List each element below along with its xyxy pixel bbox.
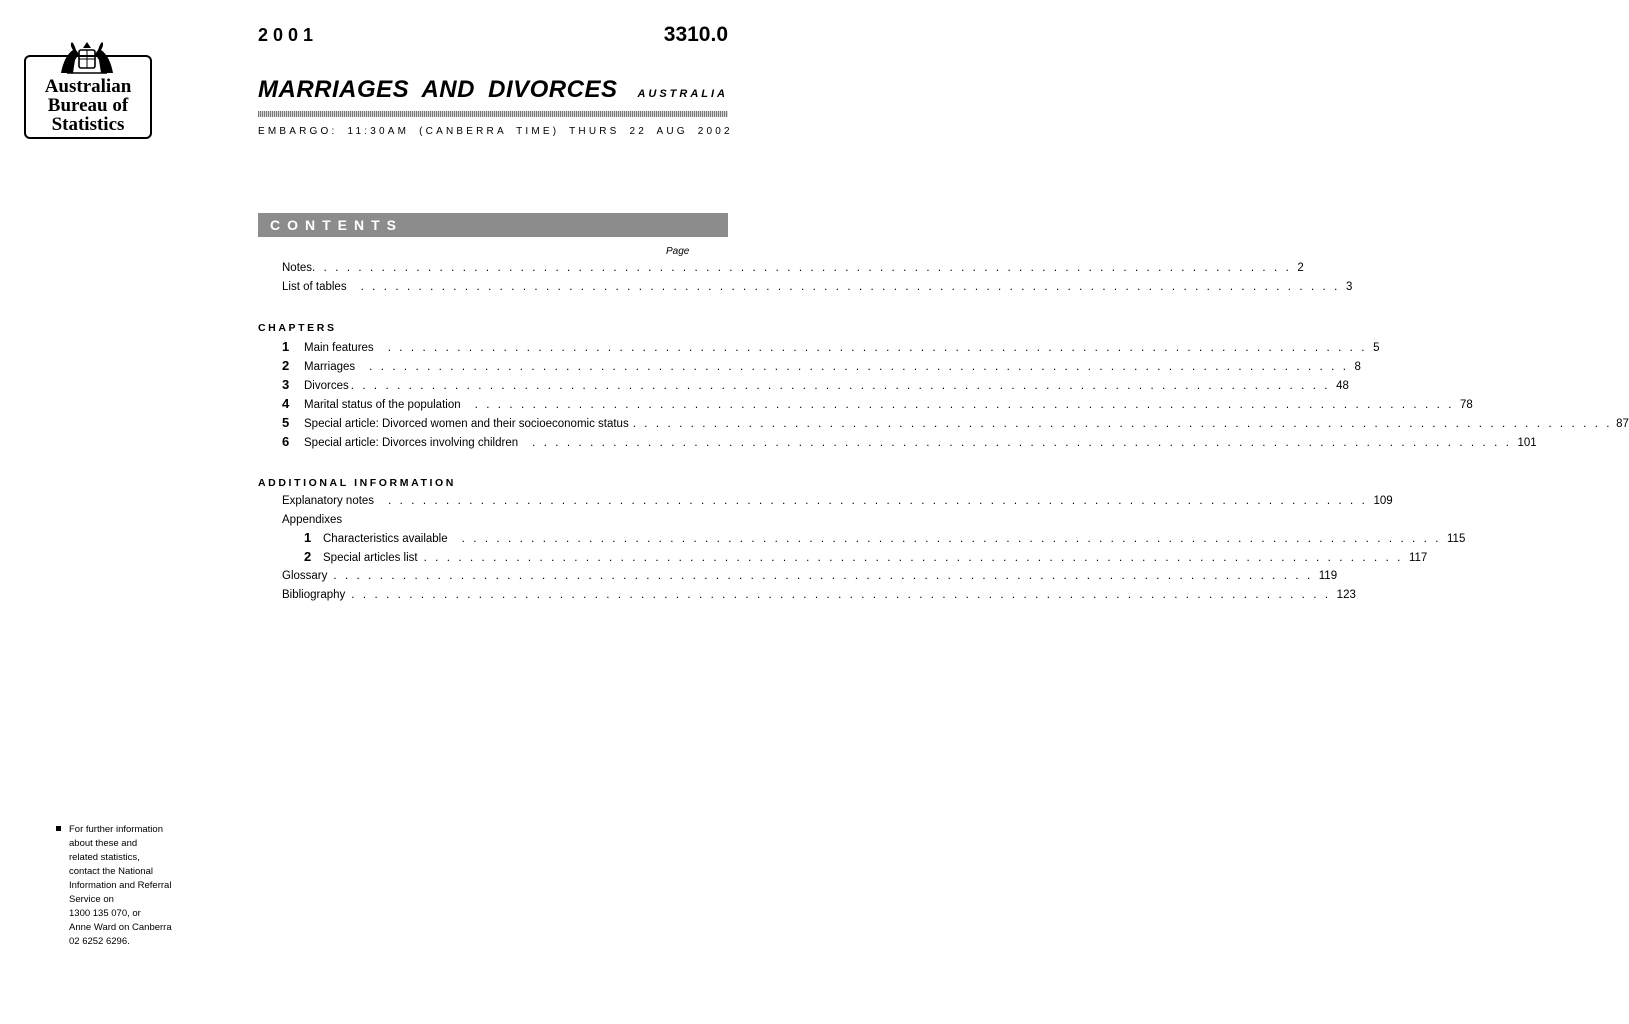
toc-entry[interactable]	[282, 434, 1537, 450]
leader-dots: . . . . . . . . . . . . . . . . . . . . . . . . . . . . . . . . . . . . . . . . . . . . . . . . . . . . . . . . . . . . . . . . . . . . . . . . . . . . . . . . . . . . .	[333, 570, 1313, 582]
chapter-number: 1	[282, 339, 290, 354]
note-line: Service on	[69, 894, 114, 905]
hatch-divider	[258, 111, 728, 117]
logo-line: Statistics	[51, 114, 125, 135]
toc-entry[interactable]	[282, 415, 1629, 431]
toc-page: 87	[1616, 418, 1629, 430]
toc-label: List of tables	[282, 281, 347, 293]
toc-page: 101	[1517, 437, 1537, 449]
toc-label: Main features	[304, 342, 374, 354]
chapters-heading: CHAPTERS	[258, 322, 337, 334]
contents-heading-bar	[258, 213, 728, 237]
toc-entry[interactable]	[282, 358, 1361, 374]
region-label: AUSTRALIA	[637, 88, 728, 100]
leader-dots: . . . . . . . . . . . . . . . . . . . . . . . . . . . . . . . . . . . . . . . . . . . . . . . . . . . . . . . . . . . . . . . . . . . . . . . . . . . . . . . . . . . . .	[387, 342, 1368, 354]
toc-label: Special article: Divorced women and their socioeconomic status	[304, 418, 629, 430]
toc-label: Special articles list	[323, 552, 418, 564]
leader-dots: . . . . . . . . . . . . . . . . . . . . . . . . . . . . . . . . . . . . . . . . . . . . . . . . . . . . . . . . . . . . . . . . . . . . . . . . . . . . . . . . . . . . .	[423, 552, 1403, 564]
toc-page: 8	[1354, 361, 1361, 373]
toc-label: Divorces	[304, 380, 349, 392]
toc-page: 109	[1373, 495, 1393, 507]
leader-dots: . . . . . . . . . . . . . . . . . . . . . . . . . . . . . . . . . . . . . . . . . . . . . . . . . . . . . . . . . . . . . . . . . . . . . . . . . . . . . . . . . . . . .	[369, 361, 1349, 373]
leader-dots: . . . . . . . . . . . . . . . . . . . . . . . . . . . . . . . . . . . . . . . . . . . . . . . . . . . . . . . . . . . . . . . . . . . . . . . . . . . . . . . . . . . . .	[312, 262, 1292, 274]
toc-label: Glossary	[282, 570, 328, 582]
note-line: For further information	[69, 824, 163, 835]
toc-label: Marital status of the population	[304, 399, 461, 411]
toc-page: 2	[1297, 262, 1304, 274]
toc-page: 5	[1373, 342, 1380, 354]
toc-label: Marriages	[304, 361, 356, 373]
toc-label: Notes	[282, 262, 313, 274]
leader-dots: . . . . . . . . . . . . . . . . . . . . . . . . . . . . . . . . . . . . . . . . . . . . . . . . . . . . . . . . . . . . . . . . . . . . . . . . . . . . . . . . . . . . .	[474, 399, 1454, 411]
abs-logo	[24, 55, 152, 139]
logo-line: Australian	[44, 76, 132, 97]
toc-entry[interactable]	[282, 396, 1473, 412]
toc-label: Explanatory notes	[282, 495, 375, 507]
toc-page: 117	[1408, 552, 1428, 564]
leader-dots: . . . . . . . . . . . . . . . . . . . . . . . . . . . . . . . . . . . . . . . . . . . . . . . . . . . . . . . . . . . . . . . . . . . . . . . . . . . . . . . . . . . . .	[350, 380, 1331, 392]
toc-label: Special article: Divorces involving children	[304, 437, 519, 449]
note-line: 02 6252 6296.	[69, 936, 130, 947]
additional-info-heading: ADDITIONAL INFORMATION	[258, 477, 456, 489]
toc-label: Bibliography	[282, 589, 346, 601]
toc-entry[interactable]	[282, 279, 1353, 295]
toc-label: Appendixes	[282, 514, 343, 526]
appendix-number: 1	[304, 530, 312, 545]
leader-dots: . . . . . . . . . . . . . . . . . . . . . . . . . . . . . . . . . . . . . . . . . . . . . . . . . . . . . . . . . . . . . . . . . . . . . . . . . . . . . . . . . . . . .	[532, 437, 1512, 449]
further-info-note	[69, 823, 199, 949]
toc-entry[interactable]	[304, 549, 1428, 565]
leader-dots: . . . . . . . . . . . . . . . . . . . . . . . . . . . . . . . . . . . . . . . . . . . . . . . . . . . . . . . . . . . . . . . . . . . . . . . . . . . . . . . . . . . . .	[461, 533, 1442, 545]
note-line: Information and Referral	[69, 880, 172, 891]
chapter-number: 3	[282, 377, 290, 392]
toc-entry[interactable]	[282, 377, 1349, 393]
contents-heading: CONTENTS	[270, 217, 403, 233]
toc-label: Characteristics available	[323, 533, 448, 545]
catalogue-number: 3310.0	[663, 23, 728, 46]
chapter-number: 6	[282, 434, 290, 449]
leader-dots: . . . . . . . . . . . . . . . . . . . . . . . . . . . . . . . . . . . . . . . . . . . . . . . . . . . . . . . . . . . . . . . . . . . . . . . . . . . . . . . . . . . . .	[632, 418, 1613, 430]
note-line: about these and	[69, 838, 138, 849]
embargo-line: EMBARGO: 11:30AM (CANBERRA TIME) THURS 22 AUG 2002	[258, 126, 733, 137]
leader-dots: . . . . . . . . . . . . . . . . . . . . . . . . . . . . . . . . . . . . . . . . . . . . . . . . . . . . . . . . . . . . . . . . . . . . . . . . . . . . . . . . . . . . .	[388, 495, 1368, 507]
toc-entry[interactable]	[282, 339, 1380, 355]
page-title: MARRIAGES AND DIVORCES	[258, 76, 618, 103]
chapter-number: 5	[282, 415, 290, 430]
toc-entry[interactable]	[282, 587, 1356, 603]
toc-entry[interactable]	[282, 568, 1338, 584]
chapter-number: 4	[282, 396, 290, 411]
chapter-number: 2	[282, 358, 290, 373]
leader-dots: . . . . . . . . . . . . . . . . . . . . . . . . . . . . . . . . . . . . . . . . . . . . . . . . . . . . . . . . . . . . . . . . . . . . . . . . . . . . . . . . . . . . .	[351, 589, 1331, 601]
toc-entry[interactable]	[282, 493, 1393, 509]
logo-line: Bureau of	[47, 95, 129, 116]
note-line: related statistics,	[69, 852, 140, 863]
toc-page: 123	[1336, 589, 1356, 601]
toc-entry[interactable]	[282, 260, 1304, 276]
page-column-label: Page	[666, 246, 690, 257]
publication-year: 2001	[258, 25, 319, 45]
note-line: contact the National	[69, 866, 153, 877]
toc-page: 115	[1447, 533, 1466, 545]
appendix-number: 2	[304, 549, 312, 564]
toc-page: 3	[1345, 281, 1353, 293]
toc-entry	[282, 512, 692, 528]
toc-page: 48	[1336, 380, 1349, 392]
note-line: Anne Ward on Canberra	[69, 922, 172, 933]
toc-page: 119	[1318, 570, 1338, 582]
note-line: 1300 135 070, or	[69, 908, 141, 919]
leader-dots: . . . . . . . . . . . . . . . . . . . . . . . . . . . . . . . . . . . . . . . . . . . . . . . . . . . . . . . . . . . . . . . . . . . . . . . . . . . . . . . . . . . . .	[360, 281, 1340, 293]
bullet-icon	[56, 826, 61, 831]
toc-entry[interactable]	[304, 530, 1466, 546]
toc-page: 78	[1460, 399, 1473, 411]
